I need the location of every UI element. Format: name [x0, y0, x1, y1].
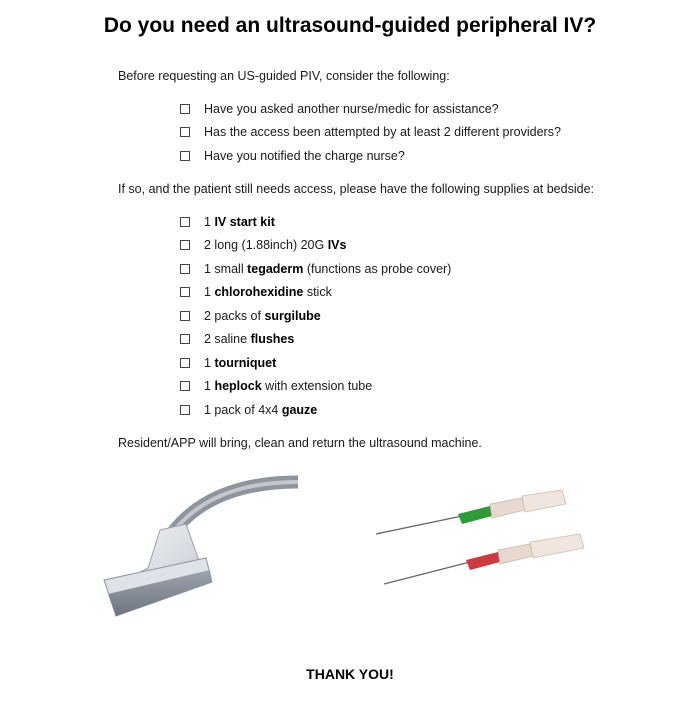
list-item: Have you notified the charge nurse?: [180, 144, 561, 168]
supplies-list: [180, 210, 451, 422]
checkbox[interactable]: [180, 358, 190, 368]
checkbox[interactable]: [180, 240, 190, 250]
list-item: 1 heplock with extension tube: [180, 375, 451, 399]
list-item: 1 pack of 4x4 gauze: [180, 398, 451, 422]
checkbox[interactable]: [180, 405, 190, 415]
checkbox[interactable]: [180, 311, 190, 321]
checkbox[interactable]: [180, 217, 190, 227]
list-item: 2 packs of surgilube: [180, 304, 451, 328]
list-item: 1 chlorohexidine stick: [180, 281, 451, 305]
thank-you-text: THANK YOU!: [306, 666, 394, 682]
supplies-intro-text: If so, and the patient still needs access, please have the following supplies at bedside:: [118, 182, 594, 196]
list-item: 1 IV start kit: [180, 210, 451, 234]
checkbox[interactable]: [180, 151, 190, 161]
list-item: 1 small tegaderm (functions as probe cover): [180, 257, 451, 281]
list-item: 2 long (1.88inch) 20G IVs: [180, 234, 451, 258]
page-title: Do you need an ultrasound-guided peripheral IV?: [103, 14, 597, 37]
intro-text: Before requesting an US-guided PIV, consider the following:: [118, 69, 450, 83]
list-item: Have you asked another nurse/medic for assistance?: [180, 97, 561, 121]
checkbox[interactable]: [180, 334, 190, 344]
checkbox[interactable]: [180, 287, 190, 297]
pre-check-list: [180, 97, 561, 168]
checkbox[interactable]: [180, 104, 190, 114]
ultrasound-probe-icon: [88, 470, 298, 640]
list-item: Has the access been attempted by at least 2 different providers?: [180, 121, 561, 145]
list-item: 2 saline flushes: [180, 328, 451, 352]
checkbox[interactable]: [180, 381, 190, 391]
checkbox[interactable]: [180, 127, 190, 137]
checkbox[interactable]: [180, 264, 190, 274]
list-item: 1 tourniquet: [180, 351, 451, 375]
closing-note: Resident/APP will bring, clean and return the ultrasound machine.: [118, 436, 482, 450]
iv-catheter-icon: [372, 488, 602, 588]
